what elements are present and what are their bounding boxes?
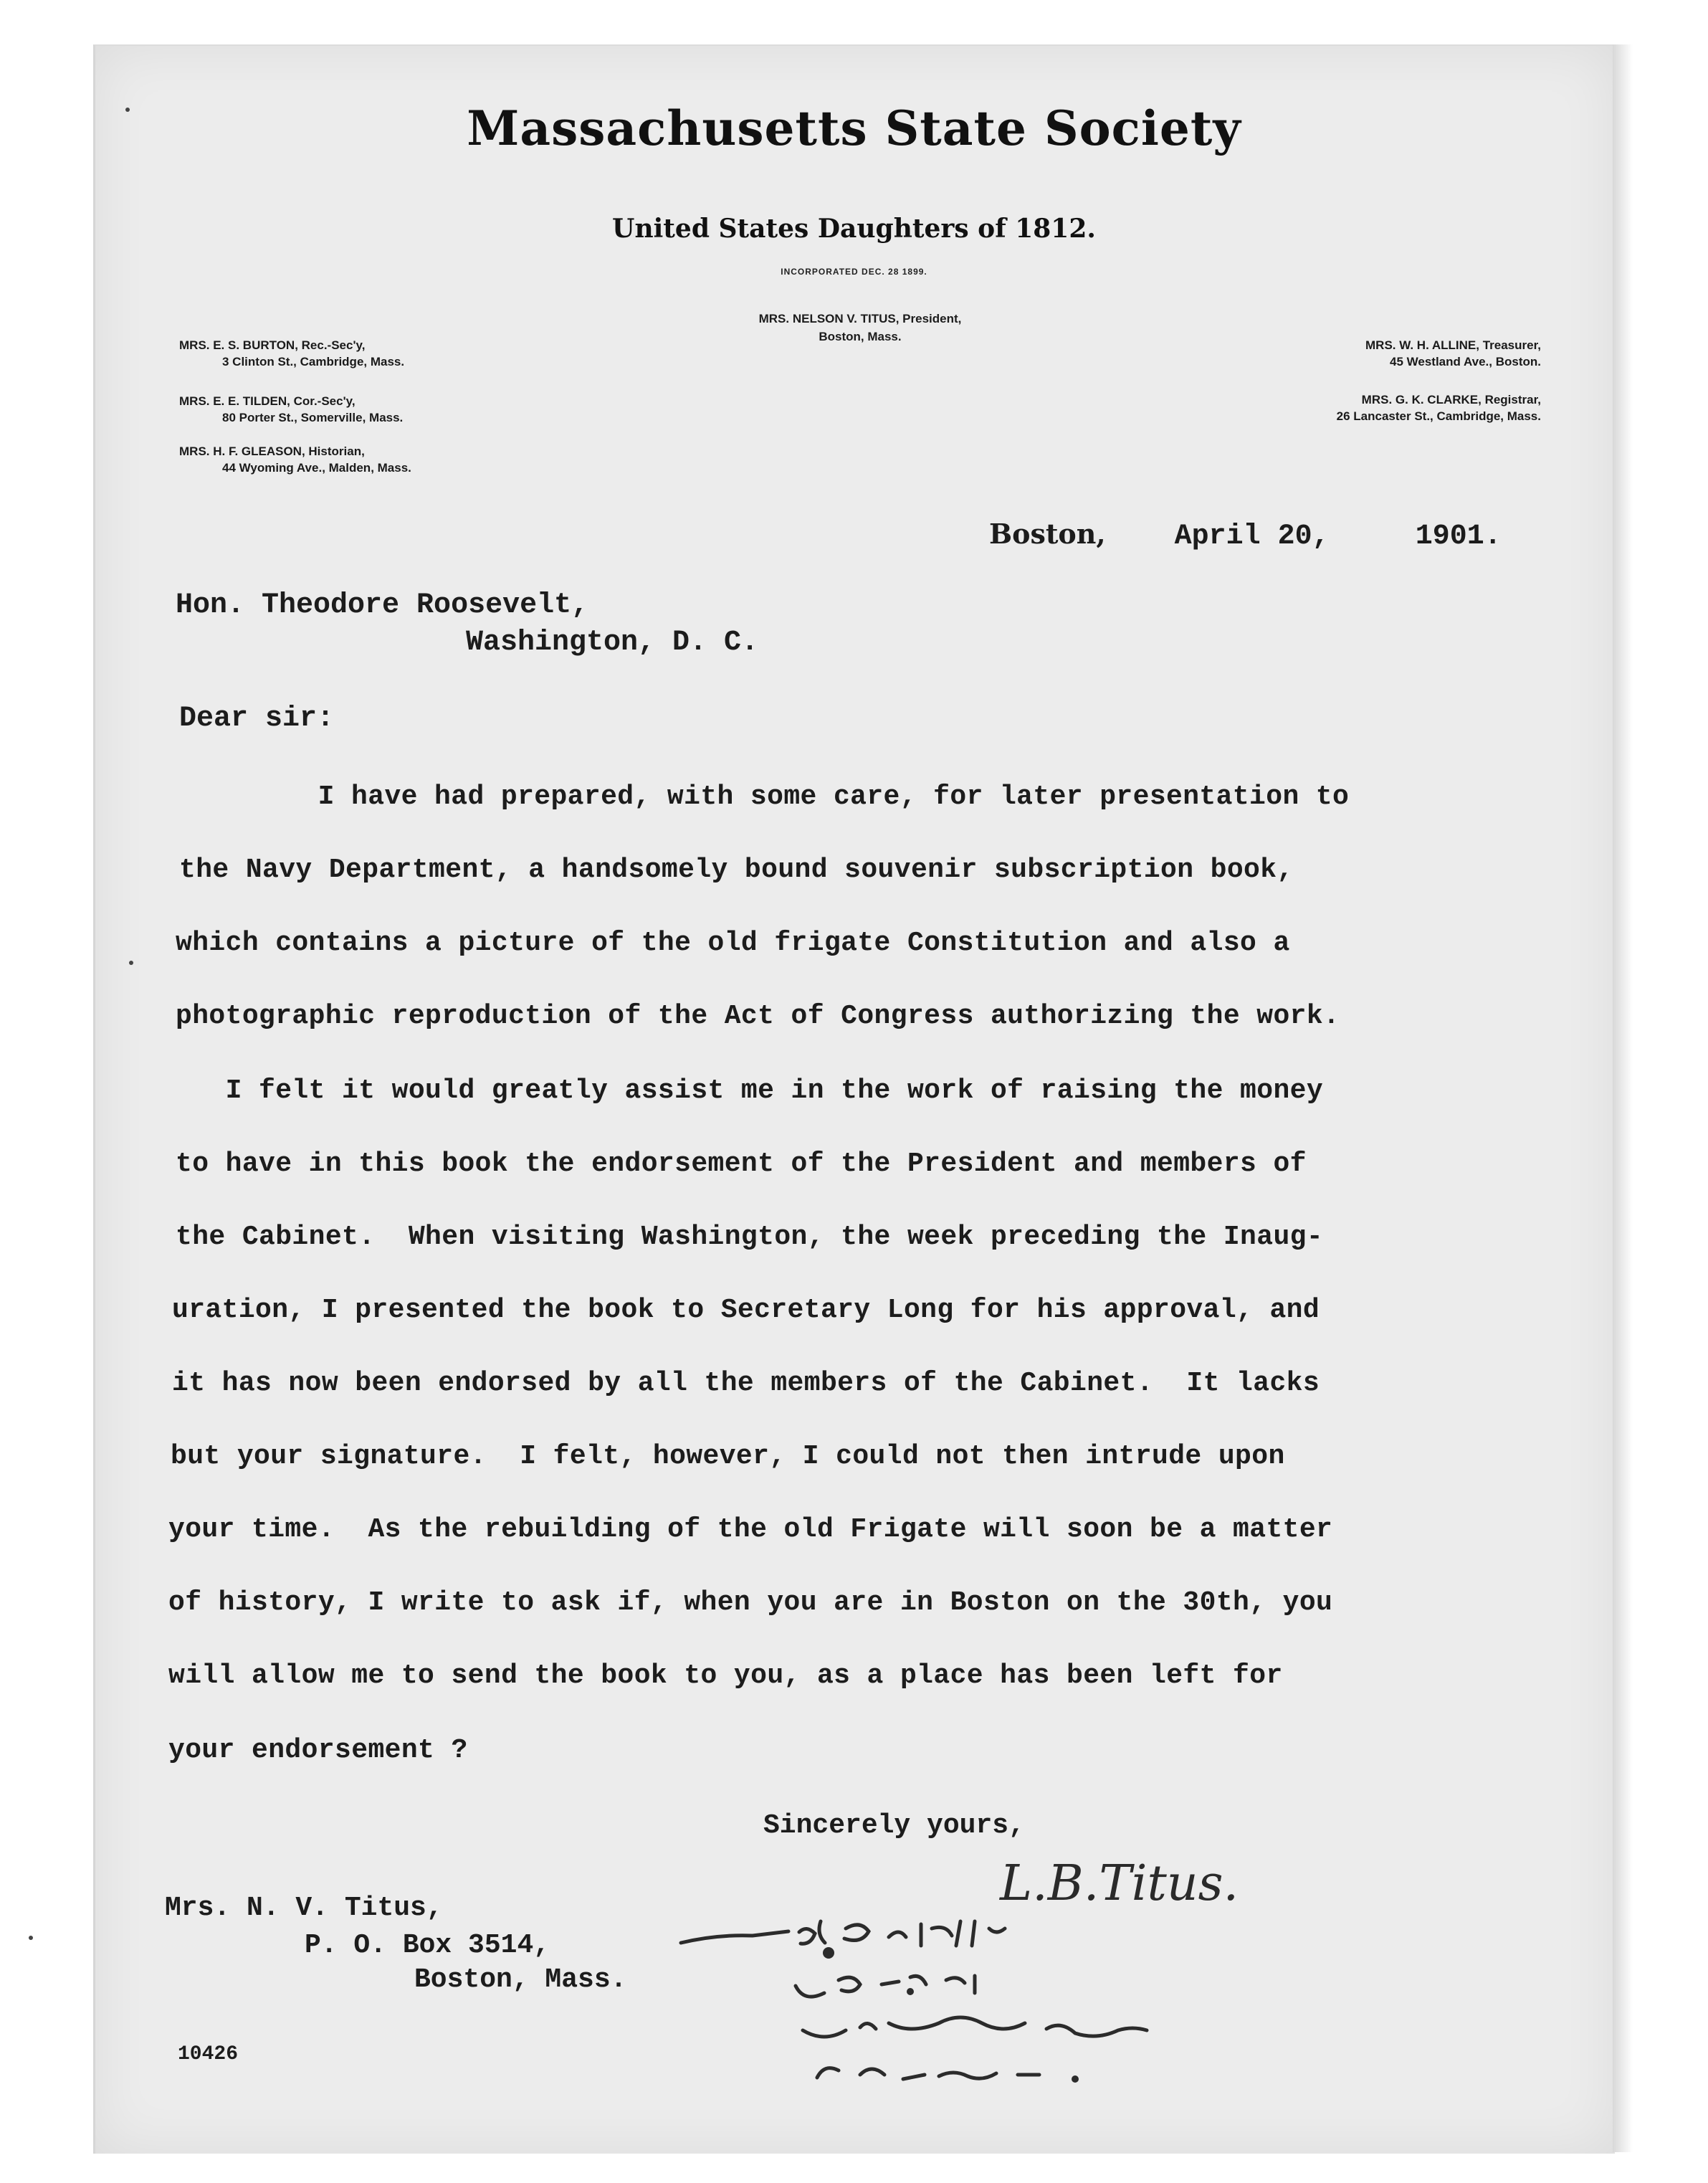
shorthand-annotation: [674, 1900, 1505, 2108]
body-line: it has now been endorsed by all the members of the Cabinet. It lacks: [172, 1368, 1320, 1399]
document-number: 10426: [178, 2043, 239, 2065]
body-line: but your signature. I felt, however, I could not then intrude upon: [171, 1441, 1285, 1472]
officer-corresponding-secretary: [179, 393, 403, 426]
officer-registrar: [1218, 391, 1541, 424]
body-line: of history, I write to ask if, when you are in Boston on the 30th, you: [168, 1587, 1333, 1618]
scan-speck: [29, 1936, 33, 1940]
officer-address: 45 Westland Ave., Boston.: [1390, 355, 1541, 368]
body-line: which contains a picture of the old frigate Constitution and also a: [176, 928, 1290, 959]
recipient-name: Hon. Theodore Roosevelt,: [176, 589, 589, 622]
officer-recording-secretary: [179, 337, 404, 370]
date-year: 1901.: [1415, 520, 1502, 553]
signature: L.B.Titus.: [1000, 1855, 1239, 1912]
sender-city: Boston, Mass.: [414, 1964, 627, 1995]
body-line: the Navy Department, a handsomely bound souvenir subscription book,: [179, 855, 1294, 885]
salutation: Dear sir:: [179, 703, 335, 735]
officer-address: 3 Clinton St., Cambridge, Mass.: [222, 355, 405, 368]
date-city: Boston,: [989, 518, 1106, 550]
officer-address: 44 Wyoming Ave., Malden, Mass.: [222, 461, 411, 475]
body-line: the Cabinet. When visiting Washington, the week preceding the Inaug-: [176, 1222, 1324, 1252]
body-line: to have in this book the endorsement of the President and members of: [176, 1148, 1307, 1179]
scan-speck: [125, 108, 130, 112]
date-month-day: April 20,: [1174, 520, 1330, 553]
body-line: uration, I presented the book to Secretary Long for his approval, and: [172, 1295, 1320, 1326]
officer-historian: [179, 443, 411, 476]
body-line: photographic reproduction of the Act of Congress authorizing the work.: [176, 1001, 1340, 1032]
officer-address: 26 Lancaster St., Cambridge, Mass.: [1336, 409, 1541, 423]
officer-name: MRS. H. F. GLEASON, Historian,: [179, 444, 365, 458]
president-address: Boston, Mass.: [819, 330, 902, 343]
page-edge-shadow: [1613, 44, 1633, 2152]
officer-name: MRS. E. E. TILDEN, Cor.-Sec'y,: [179, 394, 356, 408]
letter-date: [989, 518, 1502, 553]
officer-name: MRS. G. K. CLARKE, Registrar,: [1361, 393, 1541, 406]
scan-speck: [129, 961, 133, 965]
body-line: I have had prepared, with some care, for later presentation to: [185, 781, 1350, 812]
letterhead-subtitle: United States Daughters of 1812.: [612, 214, 1096, 244]
president-name: MRS. NELSON V. TITUS, President,: [758, 312, 962, 325]
body-line: I felt it would greatly assist me in the work of raising the money: [176, 1075, 1324, 1106]
officer-treasurer: [1218, 337, 1541, 370]
recipient-city: Washington, D. C.: [466, 627, 759, 659]
body-line: your time. As the rebuilding of the old Frigate will soon be a matter: [168, 1514, 1333, 1545]
officer-name: MRS. E. S. BURTON, Rec.-Sec'y,: [179, 338, 366, 352]
sender-name: Mrs. N. V. Titus,: [165, 1893, 443, 1923]
body-line: your endorsement ?: [168, 1735, 468, 1766]
letterhead-title: Massachusetts State Society: [467, 100, 1241, 156]
letterhead-incorporated: INCORPORATED DEC. 28 1899.: [781, 267, 927, 277]
body-line: will allow me to send the book to you, as a place has been left for: [168, 1660, 1283, 1691]
letterhead-president: [717, 310, 1003, 346]
sender-box: P. O. Box 3514,: [305, 1930, 550, 1961]
closing: Sincerely yours,: [763, 1810, 1025, 1841]
officer-name: MRS. W. H. ALLINE, Treasurer,: [1365, 338, 1541, 352]
officer-address: 80 Porter St., Somerville, Mass.: [222, 411, 404, 424]
